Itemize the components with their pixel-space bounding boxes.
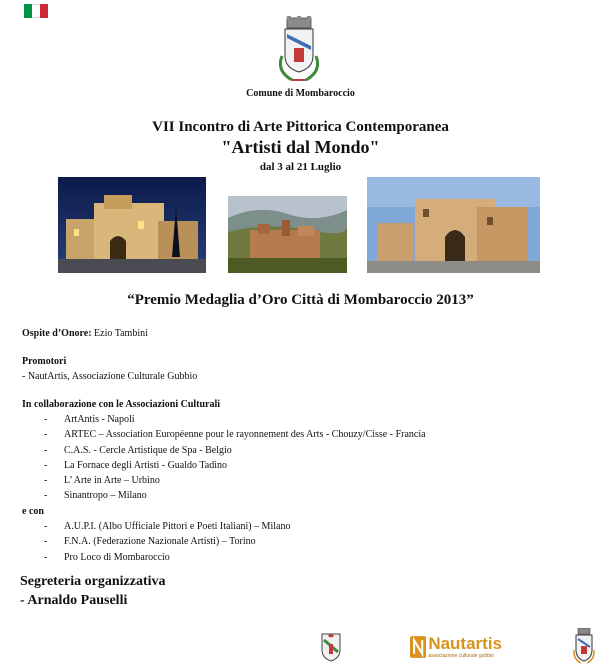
collaborazione-heading: In collaborazione con le Associazioni Culturali [22,399,221,410]
list-item: - C.A.S. - Cercle Artistique de Spa - Belgio [22,443,426,458]
comune-crest-icon [272,16,326,86]
promotori-text: - NautArtis, Associazione Culturale Gubbio [22,371,198,382]
nautartis-logo [410,630,502,664]
list-item: - A.U.P.I. (Albo Ufficiale Pittori e Poeti Italiani) – Milano [22,519,290,534]
list-item: - Sinantropo – Milano [22,488,426,503]
list-item: - F.N.A. (Federazione Nazionale Artisti) – Torino [22,534,290,549]
flag-red-stripe [40,4,48,18]
italian-flag-icon [24,4,48,18]
event-title-line2: "Artisti dal Mondo" [221,137,380,157]
collaborazione-list [22,412,426,504]
nautartis-mark-icon [410,631,426,663]
comune-small-crest-icon [573,628,595,664]
flag-green-stripe [24,4,32,18]
list-item: - ArtAntis - Napoli [22,412,426,427]
flag-white-stripe [32,4,40,18]
guest-label: Ospite d’Onore: [22,328,92,339]
list-item: - ARTEC – Association Européenne pour le rayonnement des Arts - Chouzy/Cisse - Francia [22,427,426,442]
comune-name: Comune di Mombaroccio [246,88,355,99]
region-crest-icon [320,630,342,662]
event-title-line1: VII Incontro di Arte Pittorica Contemporanea [152,119,449,135]
guest-of-honor [22,326,148,341]
nautartis-logo-subtext: associazione culturale gubbio [428,653,494,659]
castle-night-photo [58,177,206,273]
prize-title: “Premio Medaglia d’Oro Città di Mombaroccio 2013” [127,292,474,308]
segreteria-name: - Arnaldo Pauselli [20,593,128,608]
list-item: - L’ Arte in Arte – Urbino [22,473,426,488]
list-item: - Pro Loco di Mombaroccio [22,550,290,565]
segreteria-heading: Segreteria organizzativa [20,574,166,589]
guest-name: Ezio Tambini [94,328,148,339]
castle-gate-photo [367,177,540,273]
econ-heading: e con [22,506,44,517]
event-dates: dal 3 al 21 Luglio [259,161,342,173]
promotori-heading: Promotori [22,356,67,367]
econ-list [22,519,290,565]
list-item: - La Fornace degli Artisti - Gualdo Tadino [22,458,426,473]
village-landscape-photo [228,196,347,273]
nautartis-logo-text: Nautartis [428,634,502,653]
